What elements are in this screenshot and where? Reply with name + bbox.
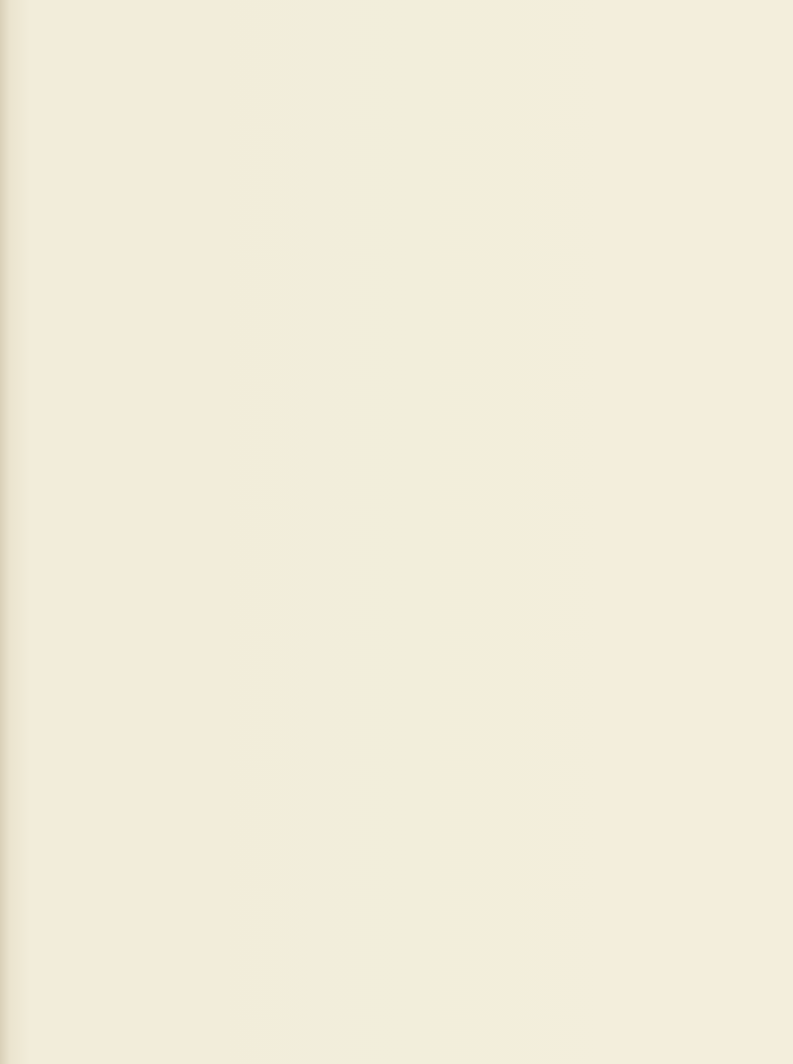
- text-line: [2, 152, 772, 176]
- text-line: [2, 93, 772, 117]
- text-line: [2, 46, 772, 70]
- text-line: [2, 129, 772, 153]
- article-3-paragraph: [2, 129, 772, 223]
- text-line: [2, 200, 772, 224]
- text-line: [2, 70, 772, 94]
- intro-paragraph: [2, 46, 772, 117]
- text-line: [2, 176, 772, 200]
- page-text: [2, 0, 772, 231]
- section-heading: [2, 0, 772, 46]
